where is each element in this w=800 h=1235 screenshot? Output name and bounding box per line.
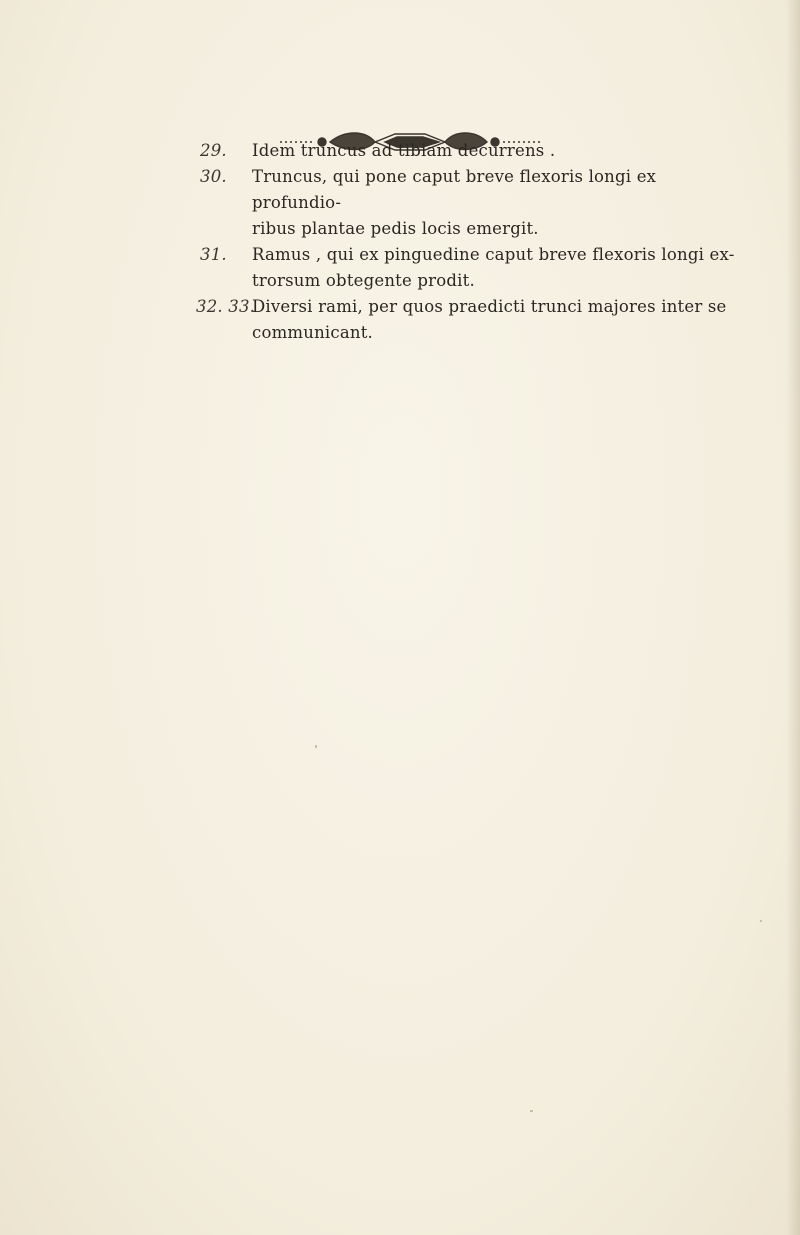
entry-number: 29. [200,141,227,160]
entry-29 [200,138,748,164]
entry-list [196,138,748,346]
entry-31 [200,242,748,294]
page-edge-shadow [786,0,800,1235]
entry-text-line: Truncus, qui pone caput breve flexoris longi ex profundio- [252,167,657,212]
entry-text-line: ribus plantae pedis locis emergit. [252,219,539,238]
entry-number: 31. [200,245,227,264]
entry-text-line: Diversi rami, per quos praedicti trunci majores inter se [252,297,727,316]
entry-text-line: Ramus , qui ex pinguedine caput breve flexoris longi ex- [252,245,735,264]
paper-speck [760,920,762,922]
paper-speck [315,745,317,748]
entry-number: 30. [200,167,227,186]
entry-32-33 [196,294,748,346]
entry-text-line: Idem truncus ad tibiam decurrens . [252,141,556,160]
entry-number: 32. 33. [196,297,256,316]
entry-30 [200,164,748,242]
entry-text-line: trorsum obtegente prodit. [252,271,475,290]
entry-text-line: communicant. [252,323,373,342]
paper-speck [530,1110,533,1112]
